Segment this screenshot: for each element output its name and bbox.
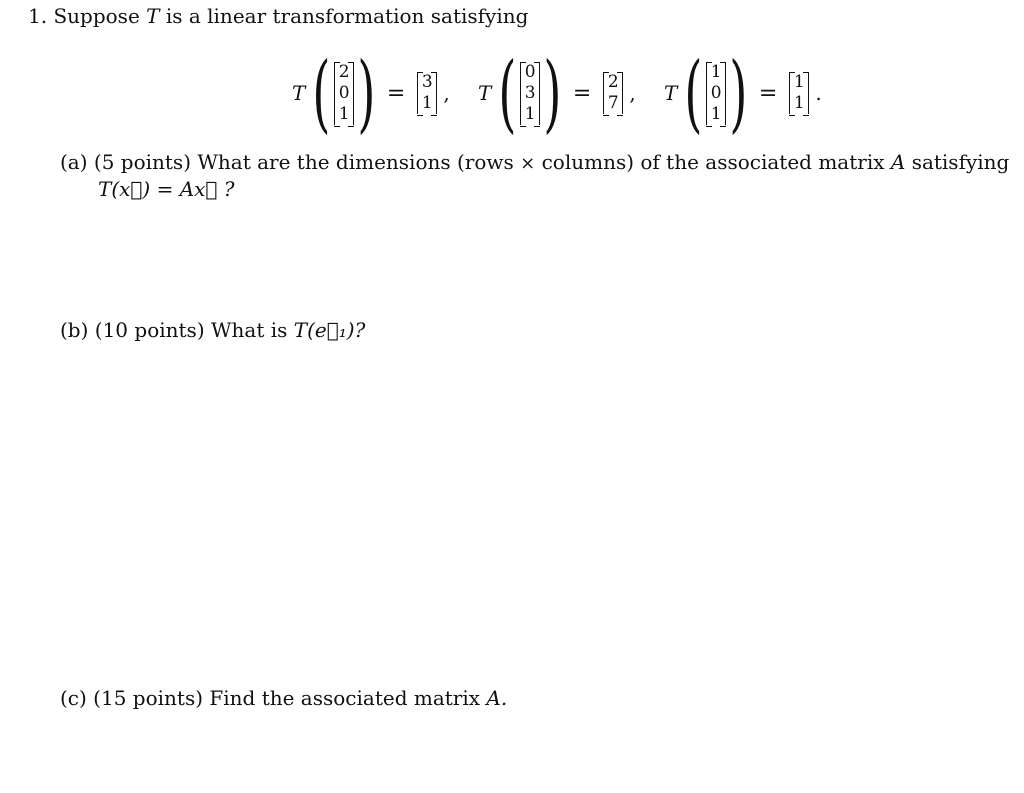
problem-intro — [28, 4, 528, 28]
part-c-var: A. — [486, 686, 508, 710]
part-a-matrix-var: A — [890, 150, 906, 174]
vector-entry: 3 — [524, 82, 536, 103]
part-a-text-pre: What are the dimensions (rows — [197, 150, 514, 174]
vector-entry: 1 — [421, 93, 433, 113]
vector-entry: 0 — [338, 82, 350, 103]
vector-entry: 3 — [421, 72, 433, 92]
right-paren: ) — [543, 44, 562, 142]
right-paren: ) — [729, 44, 748, 142]
part-a — [60, 150, 1009, 176]
input-vector — [520, 62, 540, 125]
operator-T: T — [292, 81, 306, 105]
input-vector — [334, 62, 354, 125]
part-a-points: (5 points) — [93, 150, 191, 174]
output-vector — [603, 72, 623, 114]
vector-entry: 2 — [338, 61, 350, 82]
vector-entry: 1 — [338, 103, 350, 124]
intro-text-post: is a linear transformation satisfying — [165, 4, 529, 28]
right-paren: ) — [357, 44, 376, 142]
part-c-label: (c) — [60, 686, 87, 710]
part-c-points: (15 points) — [93, 686, 204, 710]
part-a-text-end: satisfying — [911, 150, 1010, 174]
separator: , — [443, 81, 450, 105]
equals-sign: = — [386, 80, 406, 106]
part-a-label: (a) — [60, 150, 88, 174]
intro-text-pre: Suppose — [53, 4, 140, 28]
separator: . — [815, 81, 822, 105]
vector-entry: 1 — [524, 103, 536, 124]
vector-entry: 2 — [607, 72, 619, 92]
part-c-text: Find the associated matrix — [209, 686, 481, 710]
problem-number: 1. — [28, 4, 48, 28]
equals-sign: = — [758, 80, 778, 106]
left-paren: ( — [498, 44, 517, 142]
left-paren: ( — [684, 44, 703, 142]
output-vector — [789, 72, 809, 114]
operator-T: T — [664, 81, 678, 105]
left-paren: ( — [312, 44, 331, 142]
part-b-label: (b) — [60, 318, 89, 342]
part-b-points: (10 points) — [94, 318, 205, 342]
vector-entry: 0 — [524, 61, 536, 82]
part-c — [60, 686, 507, 710]
vector-entry: 1 — [710, 103, 722, 124]
vector-entry: 7 — [607, 93, 619, 113]
equation-row — [0, 44, 1024, 142]
intro-var: T — [146, 4, 160, 28]
part-b-expr: T(e⃗₁)? — [293, 318, 366, 342]
operator-T: T — [478, 81, 492, 105]
part-b — [60, 318, 365, 342]
separator: , — [629, 81, 636, 105]
input-vector — [706, 62, 726, 125]
output-vector — [417, 72, 437, 114]
vector-entry: 1 — [793, 72, 805, 92]
equation-2 — [478, 44, 636, 142]
vector-entry: 0 — [710, 82, 722, 103]
part-b-text: What is — [210, 318, 288, 342]
vector-entry: 1 — [710, 61, 722, 82]
part-a-equation: T(x⃗) = Ax⃗ ? — [98, 177, 235, 201]
equation-1 — [292, 44, 450, 142]
vector-entry: 1 — [793, 93, 805, 113]
equals-sign: = — [572, 80, 592, 106]
times-symbol: × — [520, 153, 536, 174]
equation-3 — [664, 44, 822, 142]
part-a-text-post: columns) of the associated matrix — [541, 150, 885, 174]
